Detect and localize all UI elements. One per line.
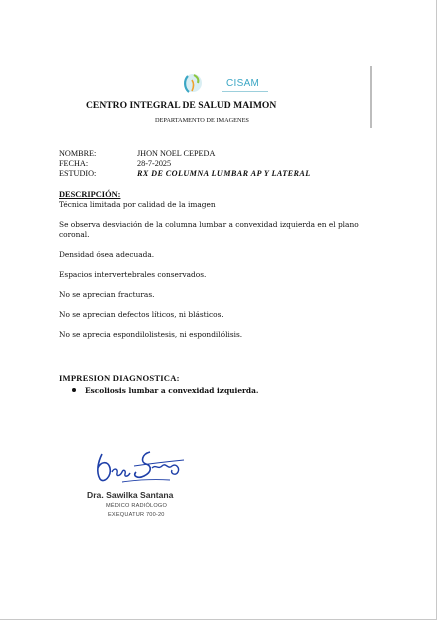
department-title: DEPARTAMENTO DE IMAGENES bbox=[155, 117, 249, 124]
impression-item: Escoliosis lumbar a convexidad izquierda. bbox=[85, 386, 259, 395]
name-value: JHON NOEL CEPEDA bbox=[137, 149, 216, 158]
name-label: NOMBRE: bbox=[59, 149, 97, 158]
signature-name: Dra. Sawilka Santana bbox=[87, 490, 174, 500]
date-label: FECHA: bbox=[59, 159, 89, 168]
signature-icon bbox=[92, 446, 187, 488]
study-value: RX DE COLUMNA LUMBAR AP Y LATERAL bbox=[137, 169, 311, 178]
logo-text: CISAM bbox=[226, 78, 260, 89]
impression-title: IMPRESION DIAGNOSTICA: bbox=[59, 373, 180, 383]
description-paragraph: No se aprecia espondilolistesis, ni espondilólisis. bbox=[59, 330, 243, 339]
logo-tagline-icon bbox=[222, 90, 268, 93]
signature-role: MÉDICO RADIÓLOGO bbox=[106, 503, 168, 509]
header-divider bbox=[370, 66, 372, 128]
bullet-icon bbox=[72, 388, 76, 392]
description-paragraph: Densidad ósea adecuada. bbox=[59, 250, 155, 259]
impression-list bbox=[72, 386, 258, 395]
description-paragraph: Espacios intervertebrales conservados. bbox=[59, 270, 207, 279]
description-section bbox=[59, 190, 379, 340]
signature-exequatur: EXEQUATUR 700-20 bbox=[108, 512, 165, 518]
description-paragraph: Técnica limitada por calidad de la imagen bbox=[59, 200, 216, 209]
date-value: 28-7-2025 bbox=[137, 159, 172, 168]
description-paragraph: No se aprecian fracturas. bbox=[59, 290, 155, 299]
description-paragraph: No se aprecian defectos líticos, ni blásticos. bbox=[59, 310, 224, 319]
description-paragraph: Se observa desviación de la columna lumbar a convexidad izquierda en el plano coronal. bbox=[59, 220, 359, 239]
organization-title: CENTRO INTEGRAL DE SALUD MAIMON bbox=[86, 100, 277, 111]
study-label: ESTUDIO: bbox=[59, 169, 97, 178]
description-title: DESCRIPCIÓN: bbox=[59, 190, 121, 199]
